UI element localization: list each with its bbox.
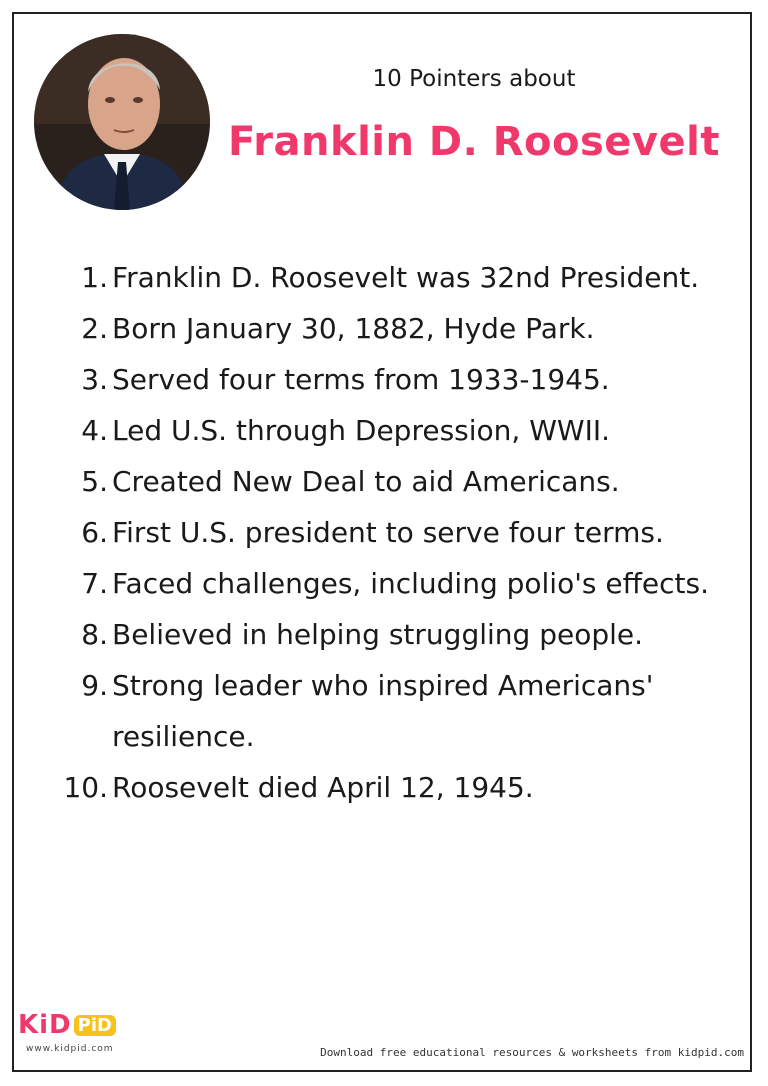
site-url[interactable]: www.kidpid.com xyxy=(26,1044,114,1054)
fact-text: Strong leader who inspired Americans' resilience. xyxy=(112,669,654,753)
fact-text: Franklin D. Roosevelt was 32nd President. xyxy=(112,261,700,294)
kidpid-logo[interactable] xyxy=(18,1010,116,1040)
fact-number: 9. xyxy=(81,669,108,702)
fact-text: Created New Deal to aid Americans. xyxy=(112,465,620,498)
fact-text: Believed in helping struggling people. xyxy=(112,618,644,651)
fact-number: 1. xyxy=(81,261,108,294)
fact-number: 7. xyxy=(81,567,108,600)
fact-number: 2. xyxy=(81,312,108,345)
fact-number: 4. xyxy=(81,414,108,447)
logo-kid-text: KiD xyxy=(18,1010,72,1040)
fact-text: Led U.S. through Depression, WWII. xyxy=(112,414,610,447)
fact-text: First U.S. president to serve four terms. xyxy=(112,516,664,549)
worksheet-subtitle: 10 Pointers about xyxy=(372,66,576,92)
fact-item xyxy=(44,507,744,558)
fact-item xyxy=(44,354,744,405)
fact-number: 8. xyxy=(81,618,108,651)
fact-number: 3. xyxy=(81,363,108,396)
fact-text: Served four terms from 1933-1945. xyxy=(112,363,610,396)
fact-item xyxy=(44,558,744,609)
fact-item xyxy=(44,303,744,354)
worksheet-title: Franklin D. Roosevelt xyxy=(228,119,720,165)
roosevelt-portrait xyxy=(34,34,210,210)
fact-item xyxy=(44,405,744,456)
worksheet-frame xyxy=(12,12,752,1072)
fact-number: 5. xyxy=(81,465,108,498)
fact-item xyxy=(44,762,744,813)
fact-item xyxy=(44,609,744,660)
fact-text: Born January 30, 1882, Hyde Park. xyxy=(112,312,595,345)
fact-text: Faced challenges, including polio's effects. xyxy=(112,567,710,600)
logo-pid-text: PiD xyxy=(74,1015,116,1036)
fact-item xyxy=(44,456,744,507)
fact-item xyxy=(44,252,744,303)
fact-text: Roosevelt died April 12, 1945. xyxy=(112,771,534,804)
footer-note: Download free educational resources & worksheets from kidpid.com xyxy=(320,1046,744,1059)
fact-item xyxy=(44,660,744,762)
facts-list xyxy=(44,252,744,813)
fact-number: 6. xyxy=(81,516,108,549)
fact-number: 10. xyxy=(63,771,108,804)
